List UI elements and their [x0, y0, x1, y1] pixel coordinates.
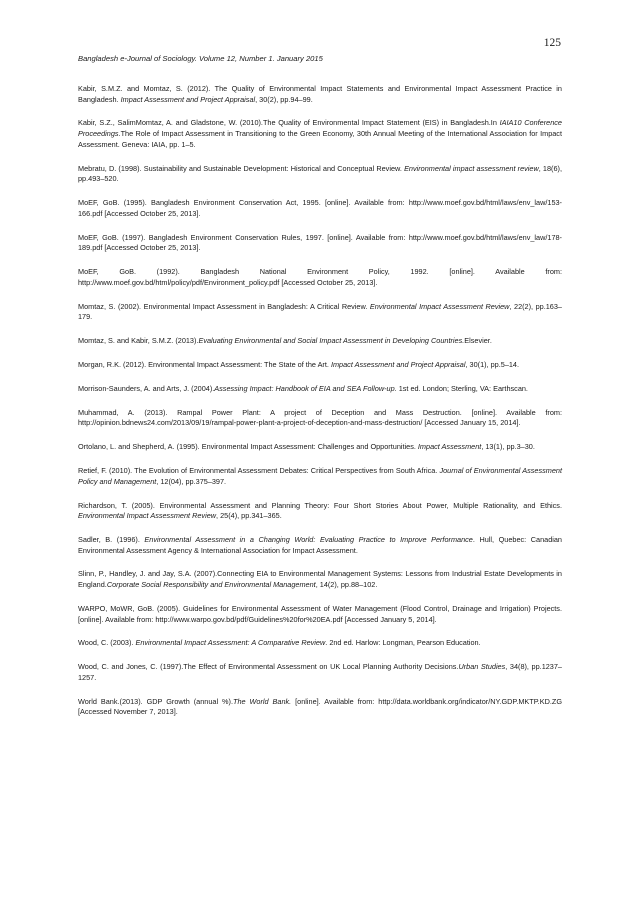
reference-text: World Bank.(2013). GDP Growth (annual %). — [78, 696, 233, 706]
reference-title-italic: Journal of Environmental Assessment Policy and Management — [78, 466, 562, 486]
reference-text: Morrison-Saunders, A. and Arts, J. (2004). — [78, 383, 215, 393]
reference-text: Wood, C. and Jones, C. (1997).The Effect of Environmental Assessment on UK Local Planning Authority Decisions. — [78, 662, 459, 672]
reference-text: , 30(1), pp.5–14. — [465, 359, 520, 369]
reference-title-italic: The World Bank. — [232, 696, 292, 706]
reference-text: Kabir, S.M.Z. and Momtaz, S. (2012). The Quality of Environmental Impact Statements and Environmental Impact Assessment Practice in Bangladesh. — [78, 84, 562, 104]
reference-text: , 25(4), pp.341–365. — [216, 511, 282, 521]
reference-title-italic: Urban Studies — [458, 662, 506, 672]
reference-entry — [78, 408, 562, 429]
reference-text: , 34(8), pp.1237–1257. — [78, 662, 562, 682]
reference-entry — [78, 84, 562, 105]
reference-entry — [78, 336, 562, 347]
reference-entry — [78, 384, 562, 395]
reference-text: MoEF, GoB. (1992). Bangladesh National Environment Policy, 1992. [online]. Available from: http://www.moef.gov.bd/html/policy/pdf/Environment_policy.pdf [Accessed October 25, 2013]. — [78, 267, 562, 287]
reference-entry — [78, 638, 562, 649]
reference-title-italic: Environmental Impact Assessment Review — [78, 511, 217, 521]
reference-text: Momtaz, S. (2002). Environmental Impact Assessment in Bangladesh: A Critical Review. — [78, 301, 370, 311]
reference-text: WARPO, MoWR, GoB. (2005). Guidelines for Environmental Assessment of Water Management (Flood Control, Drainage and Irrigation) Projects. [online]. Available from: http://www.warpo.gov.bd/pdf/Guidelines%20for%20EA.pdf [Accessed January 5, 2014]. — [78, 603, 562, 624]
reference-title-italic: Environmental Impact Assessment Review — [369, 301, 510, 311]
reference-text: , 18(6), pp.493–520. — [78, 163, 562, 184]
journal-header: Bangladesh e-Journal of Sociology. Volume 12, Number 1. January 2015 — [78, 54, 323, 63]
reference-entry — [78, 466, 562, 487]
reference-text: Morgan, R.K. (2012). Environmental Impact Assessment: The State of the Art. — [78, 359, 331, 369]
reference-text: Sadler, B. (1996). — [78, 535, 145, 544]
reference-title-italic: Evaluating Environmental and Social Impact Assessment in Developing Countries. — [198, 335, 465, 345]
reference-title-italic: Assessing Impact: Handbook of EIA and SEA Follow-up. — [214, 383, 397, 393]
reference-list — [78, 84, 562, 731]
reference-entry — [78, 442, 562, 453]
reference-entry — [78, 697, 562, 718]
reference-text: Mebratu, D. (1998). Sustainability and Sustainable Development: Historical and Conceptual Review. — [78, 163, 405, 173]
reference-title-italic: Environmental Assessment in a Changing World: Evaluating Practice to Improve Performance — [144, 535, 473, 544]
reference-text: , 22(2), pp.163–179. — [78, 301, 562, 322]
reference-entry — [78, 302, 562, 323]
reference-title-italic: Environmental impact assessment review — [404, 163, 539, 173]
reference-title-italic: Environmental Impact Assessment: A Comparative Review — [135, 638, 326, 648]
reference-title-italic: Impact Assessment and Project Appraisal — [120, 94, 256, 104]
reference-text: . 2nd ed. Harlow: Longman, Pearson Education. — [325, 638, 481, 648]
reference-title-italic: Corporate Social Responsibility and Environmental Management — [106, 580, 316, 590]
reference-text: 1st ed. London; Sterling, VA: Earthscan. — [396, 383, 528, 393]
reference-entry — [78, 360, 562, 371]
reference-entry — [78, 662, 562, 683]
reference-entry — [78, 501, 562, 522]
reference-text: [online]. Available from: http://data.worldbank.org/indicator/NY.GDP.MKTP.KD.ZG [Accessed November 7, 2013]. — [78, 696, 562, 717]
reference-entry — [78, 198, 562, 219]
reference-text: The Role of Impact Assessment in Transitioning to the Green Economy, 30th Annual Meeting of the International Association for Impact Assessment. Geneva: IAIA, pp. 1–5. — [78, 129, 562, 149]
reference-text: Kabir, S.Z., SalimMomtaz, A. and Gladstone, W. (2010).The Quality of Environmental Impact Statement (EIS) in Bangladesh.In — [78, 118, 500, 128]
reference-entry — [78, 267, 562, 288]
reference-title-italic: Impact Assessment — [417, 442, 482, 452]
reference-entry — [78, 233, 562, 254]
reference-text: Momtaz, S. and Kabir, S.M.Z. (2013). — [78, 335, 199, 345]
reference-text: Slinn, P., Handley, J. and Jay, S.A. (2007).Connecting EIA to Environmental Management Systems: Lessons from Industrial Estate Developments in England. — [78, 569, 562, 590]
reference-entry — [78, 164, 562, 185]
reference-entry — [78, 535, 562, 556]
reference-text: MoEF, GoB. (1997). Bangladesh Environment Conservation Rules, 1997. [online]. Available from: http://www.moef.gov.bd/html/laws/env_law/178-189.pdf [Accessed October 25, 2013]. — [78, 232, 562, 253]
page-number: 125 — [543, 37, 561, 49]
reference-entry — [78, 118, 562, 150]
reference-title-italic: IAIA10 Conference Proceedings. — [78, 118, 562, 139]
reference-title-italic: Impact Assessment and Project Appraisal — [330, 359, 466, 369]
reference-text: Wood, C. (2003). — [78, 638, 136, 648]
reference-text: Ortolano, L. and Shepherd, A. (1995). Environmental Impact Assessment: Challenges and Opportunities. — [78, 442, 418, 452]
reference-text: Retief, F. (2010). The Evolution of Environmental Assessment Debates: Critical Perspectives from South Africa. — [78, 466, 440, 476]
reference-text: . Hull, Quebec: Canadian Environmental Assessment Agency & International Association for Impact Assessment. — [78, 535, 562, 555]
reference-entry — [78, 604, 562, 625]
reference-text: , 12(04), pp.375–397. — [156, 476, 227, 486]
reference-text: Richardson, T. (2005). Environmental Assessment and Planning Theory: Four Short Stories About Power, Multiple Rationality, and Ethics. — [78, 500, 562, 510]
reference-text: , 30(2), pp.94–99. — [255, 94, 313, 104]
reference-text: Muhammad, A. (2013). Rampal Power Plant: A project of Deception and Mass Destruction. [online]. Available from: http://opinion.bdnews24.com/2013/09/19/rampal-power-plant-a-project-of-deception-and-mass-destruction/ [Accessed January 15, 2014]. — [78, 407, 562, 428]
reference-text: Elsevier. — [464, 335, 492, 345]
reference-text: , 14(2), pp.88–102. — [315, 580, 378, 590]
reference-text: , 13(1), pp.3–30. — [481, 442, 535, 452]
reference-entry — [78, 569, 562, 590]
reference-text: MoEF, GoB. (1995). Bangladesh Environment Conservation Act, 1995. [online]. Available from: http://www.moef.gov.bd/html/laws/env_law/153-166.pdf [Accessed October 25, 2013]. — [78, 198, 562, 218]
